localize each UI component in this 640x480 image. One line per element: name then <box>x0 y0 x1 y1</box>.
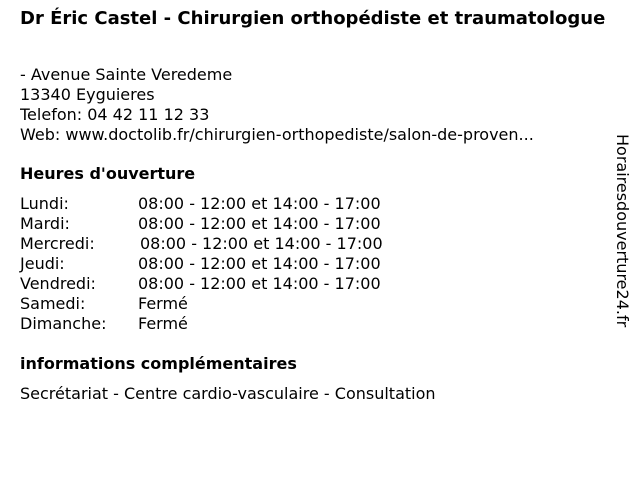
day-label: Lundi: <box>20 194 69 213</box>
day-hours: Fermé <box>138 294 188 313</box>
day-label: Dimanche: <box>20 314 107 333</box>
street-address: - Avenue Sainte Veredeme <box>20 65 233 84</box>
additional-info-heading: informations complémentaires <box>20 354 297 373</box>
day-hours: 08:00 - 12:00 et 14:00 - 17:00 <box>138 254 381 273</box>
website-link[interactable]: Web: www.doctolib.fr/chirurgien-orthopediste/salon-de-proven... <box>20 125 534 144</box>
day-hours: 08:00 - 12:00 et 14:00 - 17:00 <box>138 214 381 233</box>
watermark-text: Horairesdouverture24.fr <box>613 134 632 328</box>
opening-hours-heading: Heures d'ouverture <box>20 164 196 183</box>
address-block <box>20 65 610 145</box>
day-hours: 08:00 - 12:00 et 14:00 - 17:00 <box>138 274 381 293</box>
day-hours: Fermé <box>138 314 188 333</box>
phone-number: Telefon: 04 42 11 12 33 <box>20 105 210 124</box>
day-label: Jeudi: <box>20 254 65 273</box>
day-label: Mercredi: <box>20 234 95 253</box>
day-hours: 08:00 - 12:00 et 14:00 - 17:00 <box>140 234 383 253</box>
page-title: Dr Éric Castel - Chirurgien orthopédiste et traumatologue <box>20 8 606 29</box>
city-address: 13340 Eyguieres <box>20 85 155 104</box>
day-label: Mardi: <box>20 214 70 233</box>
watermark <box>612 134 634 374</box>
day-hours: 08:00 - 12:00 et 14:00 - 17:00 <box>138 194 381 213</box>
day-label: Samedi: <box>20 294 86 313</box>
additional-info-text: Secrétariat - Centre cardio-vasculaire - Consultation <box>20 384 436 403</box>
day-label: Vendredi: <box>20 274 96 293</box>
